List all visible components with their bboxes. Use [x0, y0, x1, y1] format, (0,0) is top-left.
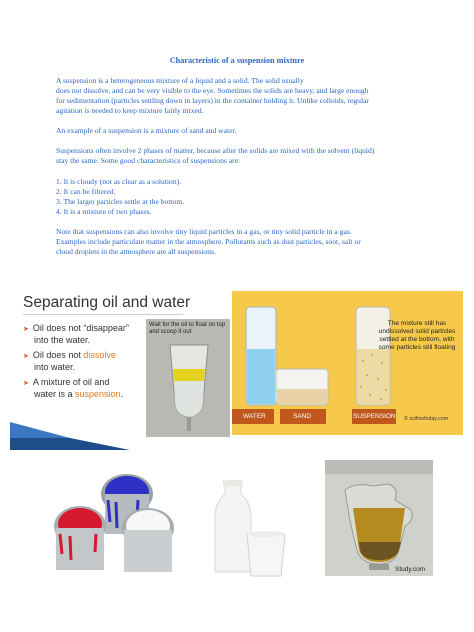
label-suspension: SUSPENSION [353, 413, 396, 420]
slide-title: Separating oil and water [23, 294, 191, 311]
bullet-arrow-icon: ➤ [23, 326, 29, 333]
list-item: 3. The larger particles settle at the bottom. [56, 197, 185, 206]
slide-divider [23, 314, 183, 315]
phases-line: stay the same. Some good characteristics of suspensions are: [56, 156, 241, 165]
suspension-diagram [232, 291, 463, 435]
intro-line: A suspension is a heterogeneous mixture of a liquid and a solid. The solid usually [56, 76, 304, 85]
phases-line: Suspensions often involve 2 phases of matter, because after the solids are mixed with the solvent (liquid) [56, 146, 375, 155]
photo-caption: Wait for the oil to float on top and scoop it out [149, 322, 226, 335]
example-line: An example of a suspension is a mixture of sand and water. [56, 126, 237, 135]
intro-line: for sedimentation (particles settling down in layers) in the container holding it. Unlike colloids, regular [56, 96, 369, 105]
list-item: 4. It is a mixture of two phases. [56, 207, 152, 216]
slide-bullet: ➤ A mixture of oil and water is a suspension. [23, 377, 124, 399]
diagram-credit: © scifixofoday.com [404, 416, 449, 422]
vinaigrette-photo [325, 460, 433, 576]
note-line: cloud droplets in the atmosphere are all suspensions. [56, 247, 216, 256]
label-sand: SAND [293, 413, 312, 420]
page-title: Characteristic of a suspension mixture [169, 56, 305, 65]
bullet-arrow-icon: ➤ [23, 380, 29, 387]
intro-line: does not dissolve, and can be very visible to the eye. Sometimes the solids are heavy, and large enough [56, 86, 369, 95]
study-credit: Study.com [395, 566, 426, 573]
oil-glass-photo [146, 319, 230, 437]
oil-water-slide [10, 288, 232, 450]
list-item: 2. It can be filtered. [56, 187, 116, 196]
diagram-note: The mixture still has undissolved solid particles settled at the bottom, with some particles still floating [378, 320, 456, 351]
note-line: Examples include particulate matter in the atmosphere. Pollutants such as dust particles, soot, salt or [56, 237, 361, 246]
note-line: Note that suspensions can also involve tiny liquid particles in a gas, or tiny solid particle in a gas. [56, 227, 352, 236]
slide-bullet: ➤ Oil does not dissolve into water. [23, 350, 116, 372]
intro-line: agitation is needed to keep mixture fairly mixed. [56, 106, 204, 115]
slide-bullet: ➤ Oil does not “disappear” into the water. [23, 323, 129, 345]
label-water: WATER [243, 413, 266, 420]
list-item: 1. It is cloudy (not as clear as a solution). [56, 177, 182, 186]
bullet-arrow-icon: ➤ [23, 353, 29, 360]
milk-photo [207, 478, 289, 582]
paint-cans-photo [50, 470, 178, 574]
